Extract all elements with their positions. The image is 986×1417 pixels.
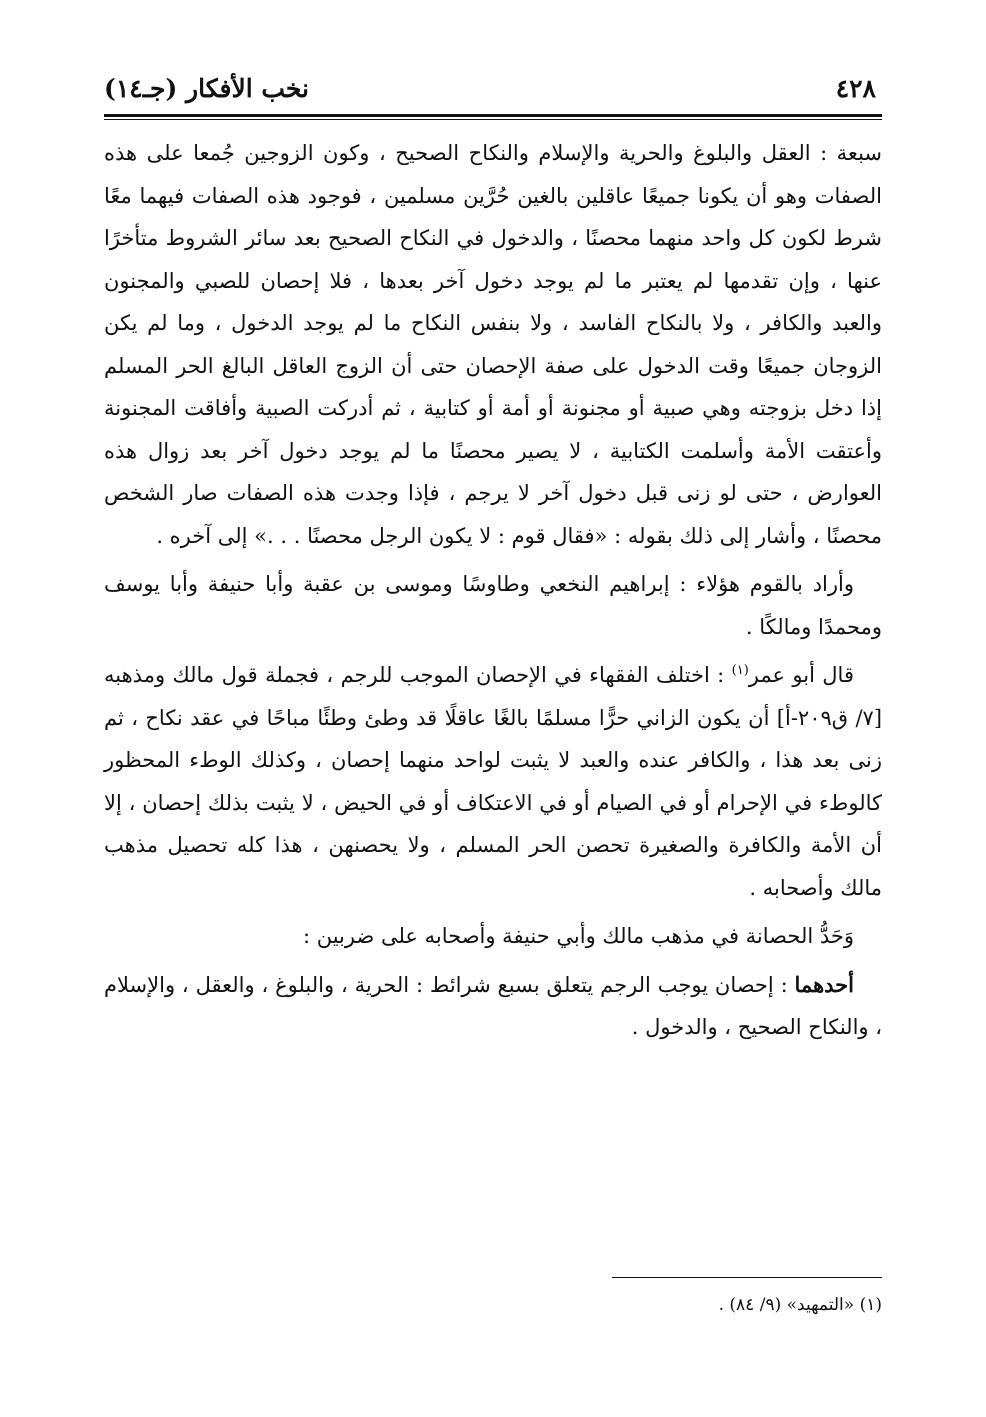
header-rule-thick bbox=[104, 114, 882, 117]
paragraph-5-lead: أحدهما bbox=[794, 971, 854, 997]
paragraph-1: سبعة : العقل والبلوغ والحرية والإسلام والنكاح الصحيح ، وكون الزوجين جُمعا على هذه الصفات وهو أن يكونا جميعًا عاقلين بالغين حُرَّين مسلمين ، فوجود هذه الصفات فيهما معًا شرط لكون كل واحد منهما محصنًا ، والدخول في النكاح الصحيح بعد سائر الشروط متأخرًا عنها ، وإن تقدمها لم يعتبر ما لم يوجد دخول آخر بعدها ، فلا إحصان للصبي والمجنون والعبد والكافر ، ولا بالنكاح الفاسد ، ولا بنفس النكاح ما لم يوجد الدخول ، وما لم يكن الزوجان جميعًا وقت الدخول على صفة الإحصان حتى أن الزوج العاقل البالغ الحر المسلم إذا دخل بزوجته وهي صبية أو مجنونة أو أمة أو كتابية ، ثم أدركت الصبية وأفاقت المجنونة وأعتقت الأمة وأسلمت الكتابية ، لا يصير محصنًا ما لم يوجد دخول آخر بعد زوال هذه العوارض ، حتى لو زنى قبل دخول آخر لا يرجم ، فإذا وجدت هذه الصفات صار الشخص محصنًا ، وأشار إلى ذلك بقوله : «فقال قوم : لا يكون الرجل محصنًا . . .» إلى آخره . bbox=[104, 141, 882, 548]
book-title: نخب الأفكار (جـ١٤) bbox=[104, 73, 310, 103]
header-rule-thin bbox=[104, 119, 882, 120]
main-text bbox=[104, 132, 882, 1055]
footnote-reference[interactable]: (١) bbox=[731, 663, 749, 678]
paragraph-3-start: قال أبو عمر bbox=[748, 663, 854, 687]
paragraph-5-text: : إحصان يوجب الرجم يتعلق بسبع شرائط : الحرية ، والبلوغ ، والعقل ، والإسلام ، والنكاح الصحيح ، والدخول . bbox=[104, 972, 882, 1039]
paragraph-3-rest: : اختلف الفقهاء في الإحصان الموجب للرجم ، فجملة قول مالك ومذهبه [٧/ ق٢٠٩-أ] أن يكون الزاني حرًّا مسلمًا بالغًا عاقلًا قد وطئ وطئًا مباحًا في عقد نكاح ، ثم زنى بعد هذا ، والكافر عنده والعبد لا يثبت لواحد منهما إحصان ، وكذلك الوطء المحظور كالوطء في الإحرام أو في الصيام أو في الاعتكاف أو في الحيض ، لا يثبت بذلك إحصان ، إلا أن الأمة والكافرة والصغيرة تحصن الحر المسلم ، ولا يحصنهن ، هذا كله تحصيل مذهب مالك وأصحابه . bbox=[104, 663, 883, 900]
page-header bbox=[104, 68, 876, 108]
paragraph-4: وَحَدُّ الحصانة في مذهب مالك وأبي حنيفة وأصحابه على ضربين : bbox=[302, 924, 854, 948]
footnote-separator bbox=[612, 1277, 882, 1278]
page-number: ٤٢٨ bbox=[835, 73, 876, 103]
footnote: (١) «التمهيد» (٩/ ٨٤) . bbox=[718, 1295, 882, 1315]
paragraph-5 bbox=[104, 964, 882, 1049]
paragraph-2: وأراد بالقوم هؤلاء : إبراهيم النخعي وطاوسًا وموسى بن عقبة وأبا حنيفة وأبا يوسف ومحمدًا ومالكًا . bbox=[104, 572, 882, 639]
paragraph-3 bbox=[104, 654, 882, 909]
